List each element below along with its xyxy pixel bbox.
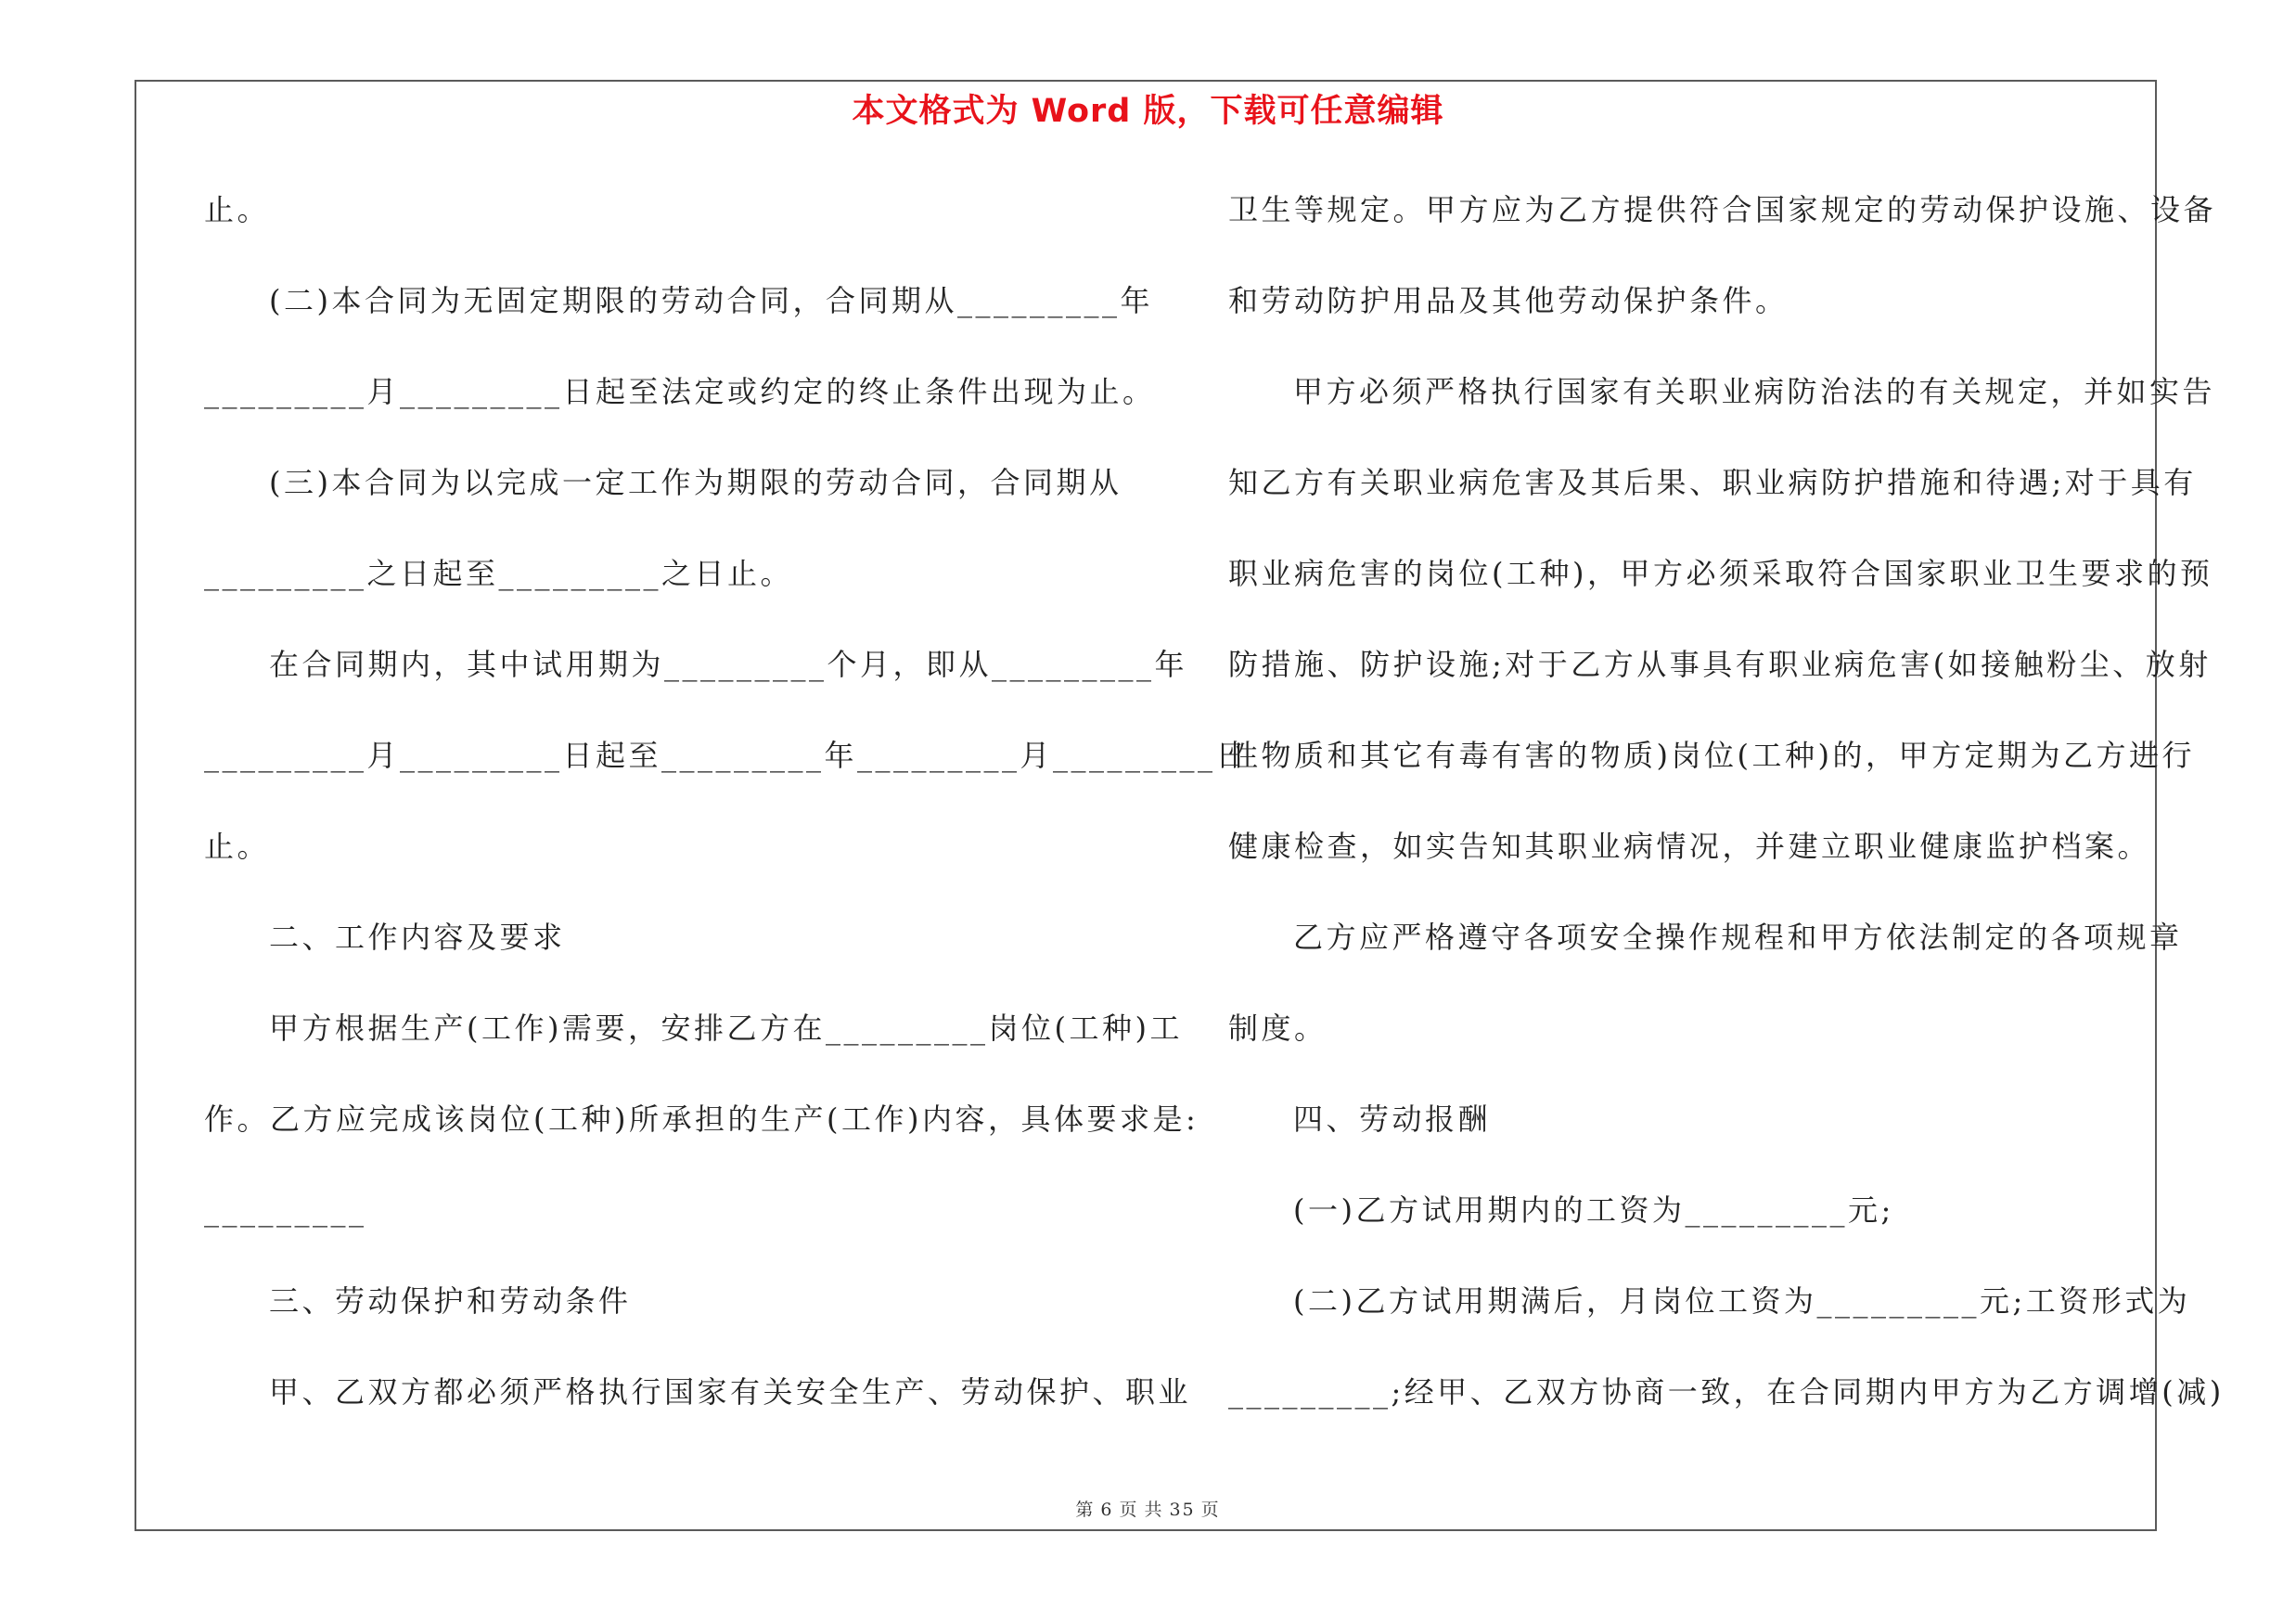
text-line: 甲方必须严格执行国家有关职业病防治法的有关规定，并如实告 — [1293, 374, 2216, 409]
text-line: (三)本合同为以完成一定工作为期限的劳动合同，合同期从 — [269, 465, 1122, 500]
text-line: _________月_________日起至_________年_________月_________日 — [204, 738, 1250, 773]
footer-prefix: 第 — [1075, 1500, 1096, 1520]
text-line: (二)乙方试用期满后，月岗位工资为_________元;工资形式为 — [1293, 1283, 2191, 1319]
text-line: 乙方应严格遵守各项安全操作规程和甲方依法制定的各项规章 — [1293, 920, 2183, 955]
text-line: _________ — [204, 1192, 367, 1228]
text-line: (二)本合同为无固定期限的劳动合同，合同期从_________年 — [269, 283, 1153, 318]
text-line: 健康检查，如实告知其职业病情况，并建立职业健康监护档案。 — [1228, 829, 2151, 864]
text-line: 制度。 — [1228, 1011, 1328, 1046]
current-page-number: 6 — [1100, 1500, 1114, 1520]
text-line: 甲方根据生产(工作)需要，安排乙方在_________岗位(工种)工 — [269, 1011, 1183, 1046]
text-line: 止。 — [204, 829, 271, 864]
total-pages-number: 35 — [1169, 1500, 1196, 1520]
footer-page-word: 页 — [1119, 1500, 1139, 1520]
text-line: _________;经甲、乙双方协商一致，在合同期内甲方为乙方调增(减) — [1228, 1374, 2225, 1410]
text-line: 和劳动防护用品及其他劳动保护条件。 — [1228, 283, 1789, 318]
footer-total-word: 共 — [1144, 1500, 1164, 1520]
text-line: (一)乙方试用期内的工资为_________元; — [1293, 1192, 1894, 1228]
text-line: 在合同期内，其中试用期为_________个月，即从_________年 — [269, 647, 1188, 682]
right-column — [1228, 182, 2225, 1455]
left-column — [204, 182, 1250, 1455]
word-format-banner: 本文格式为 Word 版，下载可任意编辑 — [852, 93, 1444, 130]
section-heading: 二、工作内容及要求 — [269, 920, 566, 955]
text-line: 性物质和其它有毒有害的物质)岗位(工种)的，甲方定期为乙方进行 — [1228, 738, 2195, 773]
text-line: _________之日起至_________之日止。 — [204, 556, 794, 591]
page-footer — [0, 1496, 2296, 1521]
text-line: 甲、乙双方都必须严格执行国家有关安全生产、劳动保护、职业 — [269, 1374, 1192, 1410]
text-line: 卫生等规定。甲方应为乙方提供符合国家规定的劳动保护设施、设备 — [1228, 192, 2217, 227]
text-line: 止。 — [204, 192, 271, 227]
section-heading: 四、劳动报酬 — [1293, 1101, 1492, 1137]
text-line: 知乙方有关职业病危害及其后果、职业病防护措施和待遇;对于具有 — [1228, 465, 2197, 500]
section-heading: 三、劳动保护和劳动条件 — [269, 1283, 632, 1319]
text-line: 作。乙方应完成该岗位(工种)所承担的生产(工作)内容，具体要求是: — [204, 1101, 1199, 1137]
text-line: 防措施、防护设施;对于乙方从事具有职业病危害(如接触粉尘、放射 — [1228, 647, 2212, 682]
text-line: _________月_________日起至法定或约定的终止条件出现为止。 — [204, 374, 1156, 409]
text-line: 职业病危害的岗位(工种)，甲方必须采取符合国家职业卫生要求的预 — [1228, 556, 2213, 591]
footer-suffix: 页 — [1200, 1500, 1221, 1520]
